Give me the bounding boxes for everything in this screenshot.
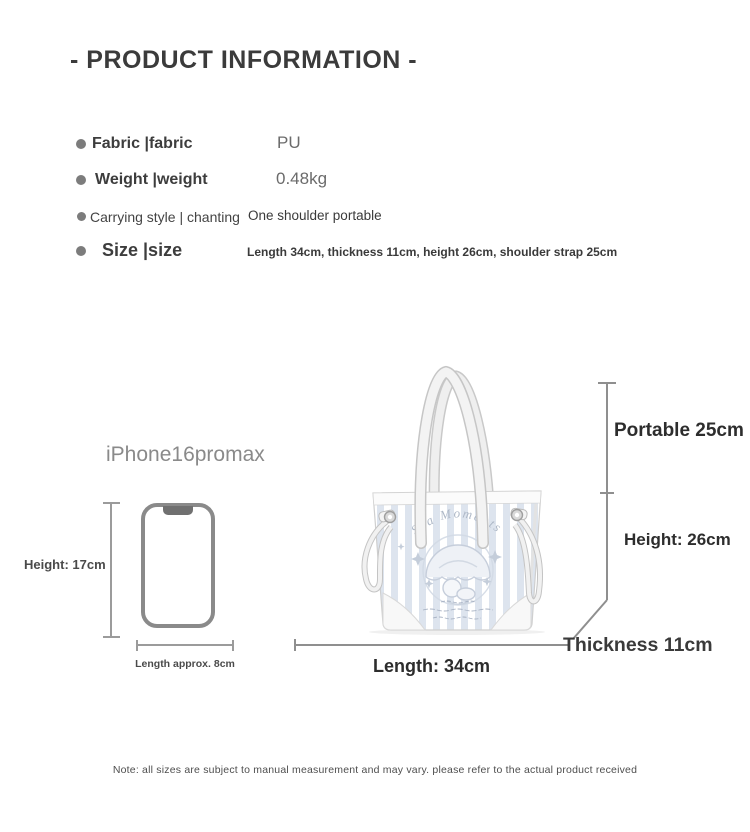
bag-thickness-label: Thickness 11cm xyxy=(563,634,713,656)
spec-value-fabric: PU xyxy=(277,133,301,152)
bullet-icon xyxy=(77,212,86,221)
bag-portable-label: Portable 25cm xyxy=(614,420,744,441)
spec-label-size: Size |size xyxy=(102,240,183,260)
tote-bag-image xyxy=(335,365,625,637)
spec-value-size: Length 34cm, thickness 11cm, height 26cm, shoulder strap 25cm xyxy=(247,245,618,259)
bag-length-label: Length: 34cm xyxy=(372,656,491,676)
phone-length-label: Length approx. 8cm xyxy=(135,658,235,670)
page-title: - PRODUCT INFORMATION - xyxy=(70,46,418,74)
bullet-icon xyxy=(76,139,86,149)
spec-label-fabric: Fabric |fabric xyxy=(92,135,193,152)
bullet-icon xyxy=(76,175,86,185)
spec-value-weight: 0.48kg xyxy=(276,169,328,188)
phone-outline xyxy=(141,503,215,628)
phone-model-label: iPhone16promax xyxy=(106,443,265,466)
spec-label-carrying-style: Carrying style | chanting xyxy=(90,209,240,225)
spec-label-weight: Weight |weight xyxy=(95,171,208,188)
spec-value-carrying-style: One shoulder portable xyxy=(248,208,382,223)
phone-notch-icon xyxy=(163,506,193,515)
bullet-icon xyxy=(76,246,86,256)
bag-height-label: Height: 26cm xyxy=(624,530,731,549)
phone-height-label: Height: 17cm xyxy=(24,557,106,572)
bag-embroidery-arc: Sea Moments xyxy=(408,505,506,538)
disclaimer-note: Note: all sizes are subject to manual measurement and may vary. please refer to the actual product received xyxy=(112,764,638,776)
